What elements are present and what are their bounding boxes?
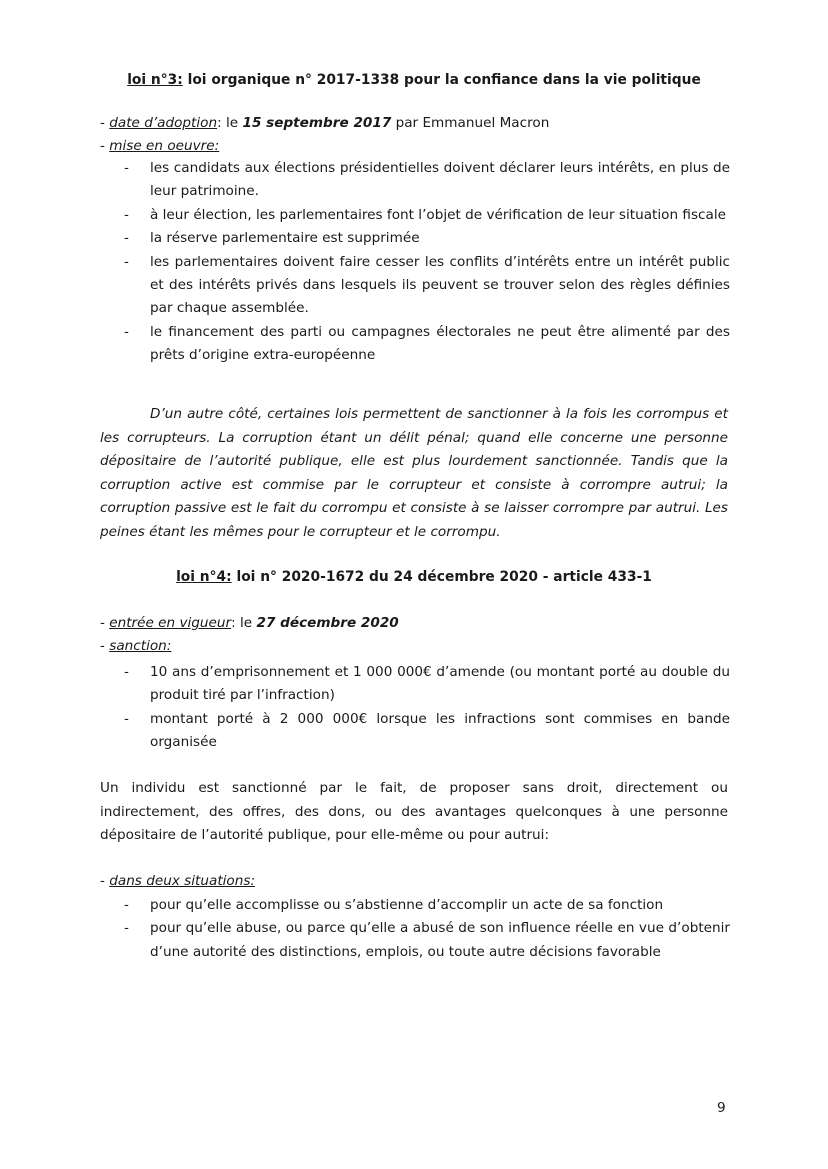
adoption-rest: par Emmanuel Macron	[391, 115, 550, 131]
list-item: - pour qu’elle accomplisse ou s’abstienne d’accomplir un acte de sa fonction	[100, 894, 730, 917]
list-item: - le financement des parti ou campagnes électorales ne peut être alimenté par des prêts d’origine extra-européenne	[100, 321, 730, 368]
loi3-heading-label: loi n°3:	[127, 72, 183, 88]
list-item: - montant porté à 2 000 000€ lorsque les infractions sont commises en bande organisée	[100, 708, 730, 755]
list-item: - à leur élection, les parlementaires font l’objet de vérification de leur situation fiscale	[100, 204, 730, 227]
mise-label: mise en oeuvre:	[109, 138, 220, 154]
loi3-bullet-list	[100, 157, 730, 368]
adoption-label: date d’adoption	[109, 115, 218, 131]
vigueur-sep: : le	[231, 615, 257, 631]
loi3-mise-line: - mise en oeuvre:	[100, 138, 220, 154]
loi4-vigueur-line: - entrée en vigueur: le 27 décembre 2020	[100, 615, 399, 631]
vigueur-date: 27 décembre 2020	[256, 615, 399, 631]
loi3-heading	[100, 72, 728, 88]
loi3-heading-title: loi organique n° 2017-1338 pour la confiance dans la vie politique	[182, 72, 701, 88]
individu-paragraph: Un individu est sanctionné par le fait, de proposer sans droit, directement ou indirectement, des offres, des dons, ou des avantages quelconques à une personne dépositaire de l’autorité publique, pour elle-même ou pour autrui:	[100, 780, 728, 844]
corruption-paragraph: D’un autre côté, certaines lois permettent de sanctionner à la fois les corrompus et les corrupteurs. La corruption étant un délit pénal; quand elle concerne une personne dépositaire de l’autorité publique, elle est plus lourdement sanctionnée. Tandis que la corruption active est commise par le corrupteur et consiste à corrompre autrui; la corruption passive est le fait du corrompu et consiste à se laisser corrompre par autrui. Les peines étant les mêmes pour le corrupteur et le corrompu.	[100, 406, 728, 540]
loi4-heading-title: loi n° 2020-1672 du 24 décembre 2020 - article 433-1	[231, 569, 652, 585]
adoption-date: 15 septembre 2017	[242, 115, 392, 131]
sanction-bullet-list	[100, 661, 730, 755]
situations-line: - dans deux situations:	[100, 873, 256, 889]
adoption-sep: : le	[217, 115, 243, 131]
loi4-heading	[100, 569, 728, 585]
list-item: - les parlementaires doivent faire cesser les conflits d’intérêts entre un intérêt public et des intérêts privés dans lesquels ils peuvent se trouver selon des règles définies par chaque assemblée.	[100, 251, 730, 321]
situations-label: dans deux situations:	[109, 873, 256, 889]
situations-bullet-list	[100, 894, 730, 964]
list-item: - pour qu’elle abuse, ou parce qu’elle a abusé de son influence réelle en vue d’obtenir d’une autorité des distinctions, emplois, ou toute autre décisions favorable	[100, 917, 730, 964]
sanction-label: sanction:	[109, 638, 172, 654]
vigueur-label: entrée en vigueur	[109, 615, 232, 631]
loi3-adoption-line: - date d’adoption: le 15 septembre 2017 par Emmanuel Macron	[100, 115, 550, 131]
loi4-heading-label: loi n°4:	[176, 569, 232, 585]
page-number: 9	[717, 1100, 726, 1116]
list-item: - les candidats aux élections présidentielles doivent déclarer leurs intérêts, en plus de leur patrimoine.	[100, 157, 730, 204]
list-item: - 10 ans d’emprisonnement et 1 000 000€ d’amende (ou montant porté au double du produit tiré par l’infraction)	[100, 661, 730, 708]
list-item: - la réserve parlementaire est supprimée	[100, 227, 730, 250]
loi4-sanction-line: - sanction:	[100, 638, 172, 654]
